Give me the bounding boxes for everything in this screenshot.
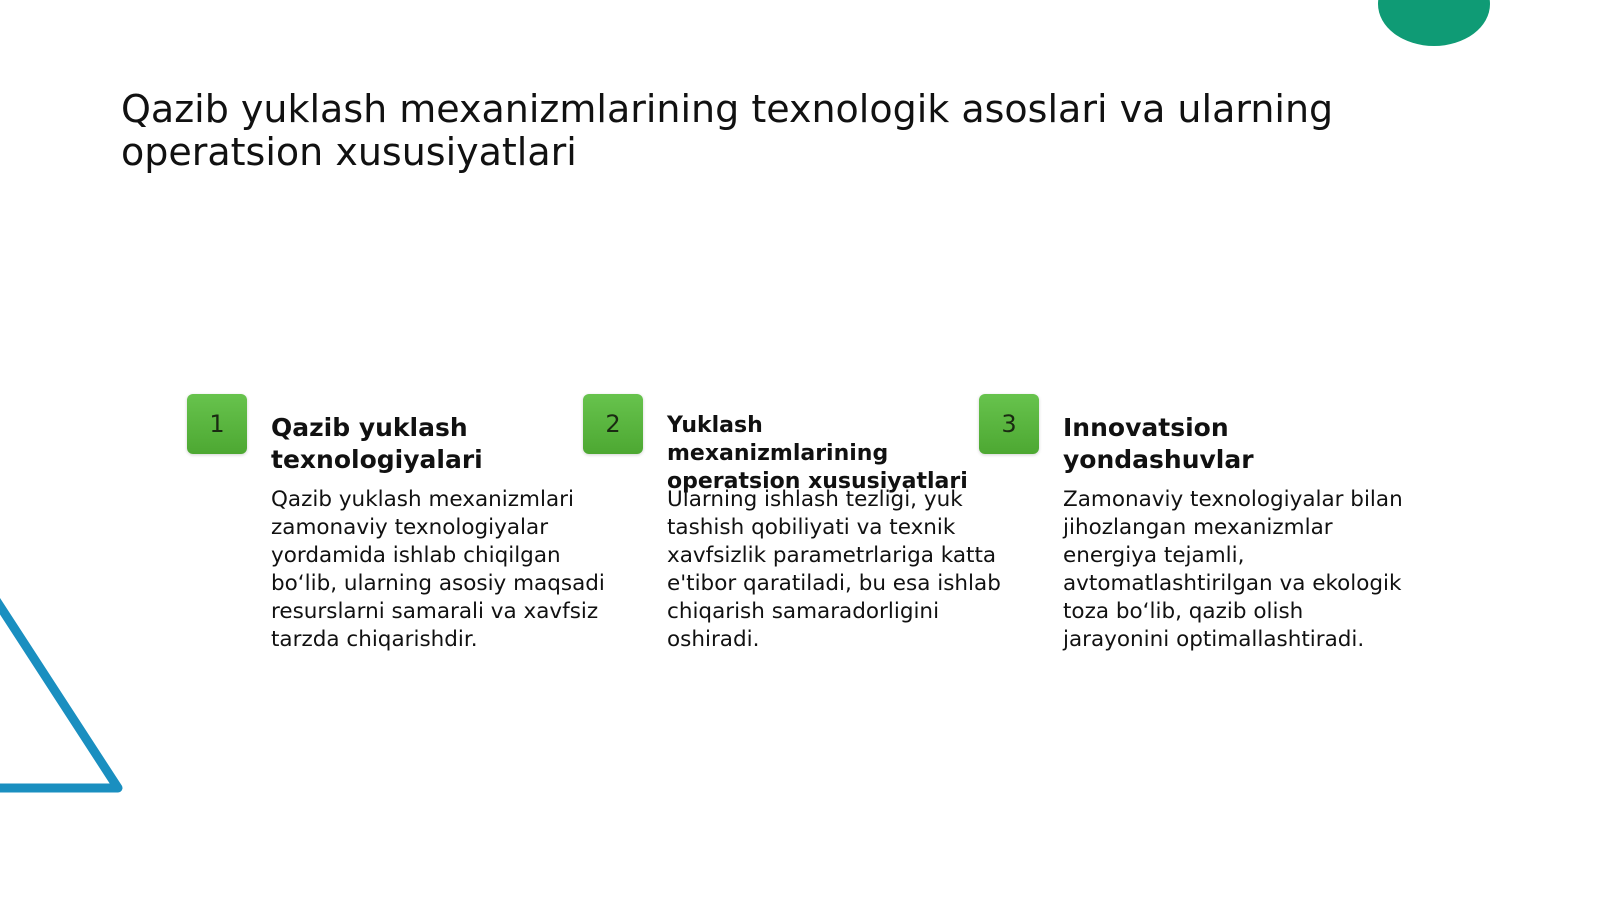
card-description: Zamonaviy texnologiyalar bilan jihozlangan mexanizmlar energiya tejamli, avtomatlashtirilgan va ekologik toza bo‘lib, qazib olish jarayonini optimallashtiradi. (1063, 487, 1403, 652)
slide-title: Qazib yuklash mexanizmlarining texnologik asoslari va ularning operatsion xususiyatlari (121, 87, 1334, 174)
card-heading: Innovatsion yondashuvlar (1063, 413, 1254, 474)
card-heading: Yuklash mexanizmlarining operatsion xususiyatlari (667, 413, 968, 494)
step-number-badge: 2 (583, 394, 643, 454)
step-number-badge: 3 (979, 394, 1039, 454)
card-description: Ularning ishlash tezligi, yuk tashish qobiliyati va texnik xavfsizlik parametrlariga katta e'tibor qaratiladi, bu esa ishlab chiqarish samaradorligini oshiradi. (667, 487, 1001, 652)
step-number-badge: 1 (187, 394, 247, 454)
step-card-2 (583, 394, 1001, 694)
step-card-1 (187, 394, 605, 694)
decorative-circle-shape (1378, 0, 1490, 46)
card-description: Qazib yuklash mexanizmlari zamonaviy texnologiyalar yordamida ishlab chiqilgan bo‘lib, ularning asosiy maqsadi resurslarni samarali va xavfsiz tarzda chiqarishdir. (271, 487, 605, 652)
decorative-triangle-shape (0, 560, 140, 820)
step-card-3 (979, 394, 1403, 694)
card-heading: Qazib yuklash texnologiyalari (271, 413, 483, 474)
